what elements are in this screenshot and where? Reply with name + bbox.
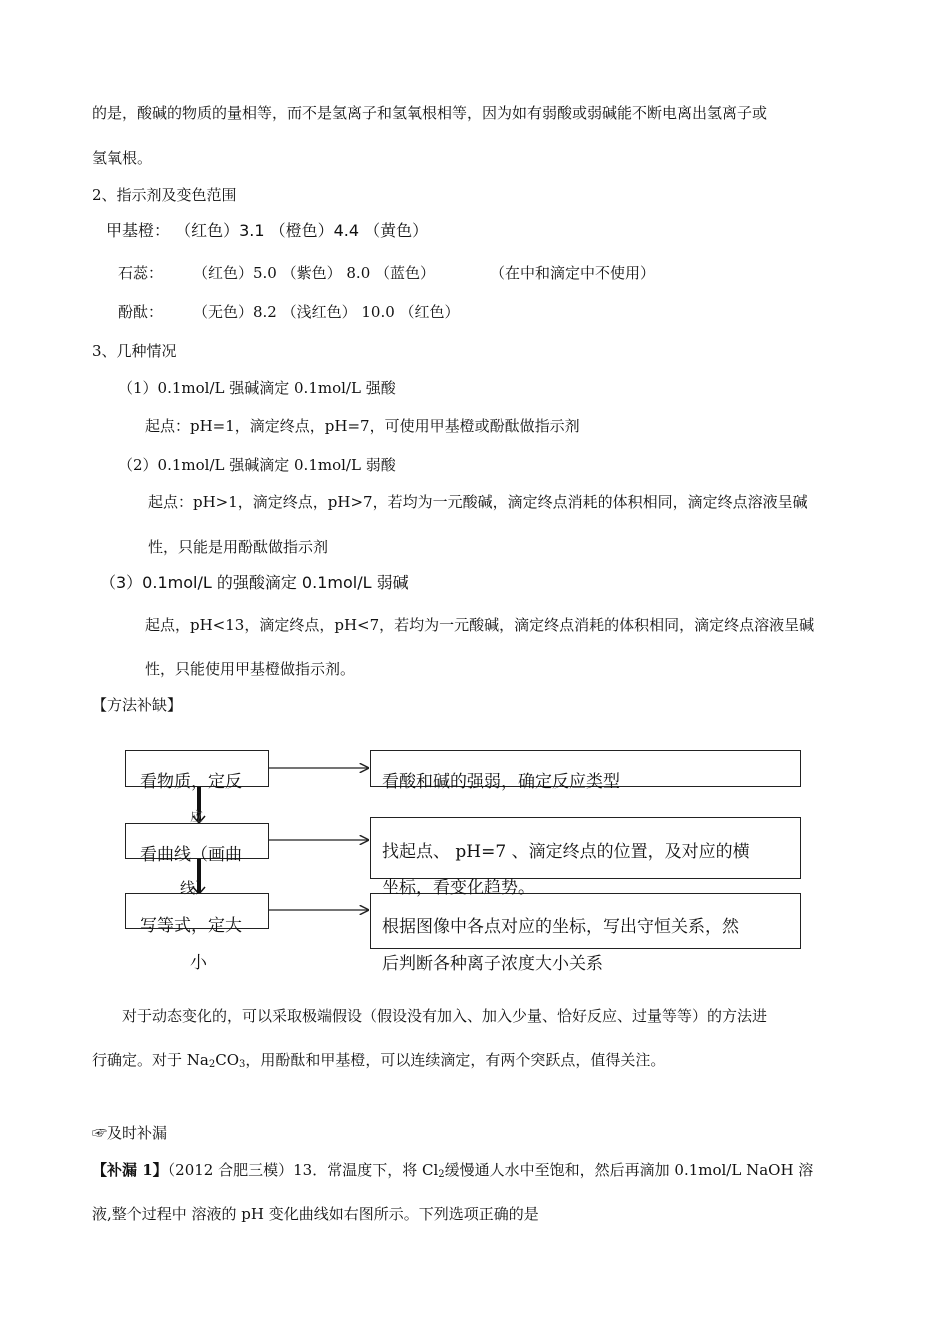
- case-title: （2）0.1mol/L 强碱滴定 0.1mol/L 弱酸: [118, 456, 396, 474]
- subscript: 3: [239, 1059, 246, 1070]
- case-body: 性，只能是用酚酞做指示剂: [148, 538, 329, 556]
- phenolphthalein-range: （无色）8.2 （浅红色） 10.0 （红色）: [193, 303, 460, 321]
- supplement-line: [92, 1160, 813, 1185]
- case-body: 起点：pH=1，滴定终点，pH=7，可使用甲基橙或酚酞做指示剂: [145, 417, 580, 435]
- flow-step-3-overflow: 小: [190, 953, 207, 973]
- section-heading: 3、几种情况: [92, 342, 177, 360]
- case-body: 性，只能使用甲基橙做指示剂。: [145, 660, 356, 678]
- case-body: 起点，pH<13，滴定终点，pH<7，若均为一元酸碱，滴定终点消耗的体积相同，滴定终点溶液呈碱: [145, 616, 815, 634]
- flow-desc-2-line1: 找起点、 pH=7 、滴定终点的位置，及对应的横: [382, 842, 750, 862]
- text-fragment: ，用酚酞和甲基橙，可以连续滴定，有两个突跃点，值得关注。: [245, 1051, 666, 1069]
- flow-desc-3-line1: 根据图像中各点对应的坐标，写出守恒关系，然: [382, 917, 739, 937]
- text-fragment: 行确定。对于 Na: [92, 1051, 209, 1069]
- section-heading: 【方法补缺】: [92, 696, 183, 714]
- methyl-orange-range: 甲基橙： （红色）3.1 （橙色）4.4 （黄色）: [106, 221, 429, 240]
- supplement-line: 液,整个过程中 溶液的 pH 变化曲线如右图所示。下列选项正确的是: [92, 1205, 539, 1223]
- flow-step-1-overflow: 应: [190, 810, 204, 825]
- paragraph-line: 氢氧根。: [92, 149, 153, 167]
- litmus-note: （在中和滴定中不使用）: [490, 264, 656, 282]
- litmus-label: 石蕊：: [118, 264, 164, 282]
- flow-desc-2-line2: 坐标，看变化趋势。: [382, 878, 535, 898]
- supplement-heading: ☞及时补漏: [92, 1124, 168, 1142]
- subscript: 2: [208, 1059, 216, 1070]
- flow-step-2: 看曲线（画曲: [140, 845, 242, 865]
- paragraph-line: 对于动态变化的，可以采取极端假设（假设没有加入、加入少量、恰好反应、过量等等）的方法进: [122, 1007, 768, 1025]
- subscript: 2: [438, 1169, 445, 1180]
- flow-step-1: 看物质，定反: [140, 772, 242, 792]
- phenolphthalein-label: 酚酞：: [118, 303, 164, 321]
- supplement-tag: 【补漏 1】: [92, 1161, 168, 1179]
- litmus-range: （红色）5.0 （紫色） 8.0 （蓝色）: [193, 264, 436, 282]
- paragraph-line: [92, 1050, 665, 1075]
- flow-desc-3-line2: 后判断各种离子浓度大小关系: [382, 954, 603, 974]
- text-fragment: CO: [215, 1051, 239, 1069]
- case-title: （3）0.1mol/L 的强酸滴定 0.1mol/L 弱碱: [100, 573, 409, 592]
- flow-step-3: 写等式，定大: [140, 916, 242, 936]
- section-heading: 2、指示剂及变色范围: [92, 186, 237, 204]
- text-fragment: 缓慢通人水中至饱和，然后再滴加 0.1mol/L NaOH 溶: [444, 1161, 814, 1179]
- case-title: （1）0.1mol/L 强碱滴定 0.1mol/L 强酸: [118, 379, 396, 397]
- text-fragment: （2012 合肥三模）13．常温度下，将 Cl: [167, 1161, 439, 1179]
- paragraph-line: 的是，酸碱的物质的量相等，而不是氢离子和氢氧根相等，因为如有弱酸或弱碱能不断电离出氢离子或: [92, 104, 768, 122]
- flow-desc-1: 看酸和碱的强弱，确定反应类型: [382, 772, 620, 792]
- case-body: 起点：pH>1，滴定终点，pH>7，若均为一元酸碱，滴定终点消耗的体积相同，滴定终点溶液呈碱: [148, 493, 808, 511]
- flow-step-2-overflow: 线）: [180, 879, 211, 897]
